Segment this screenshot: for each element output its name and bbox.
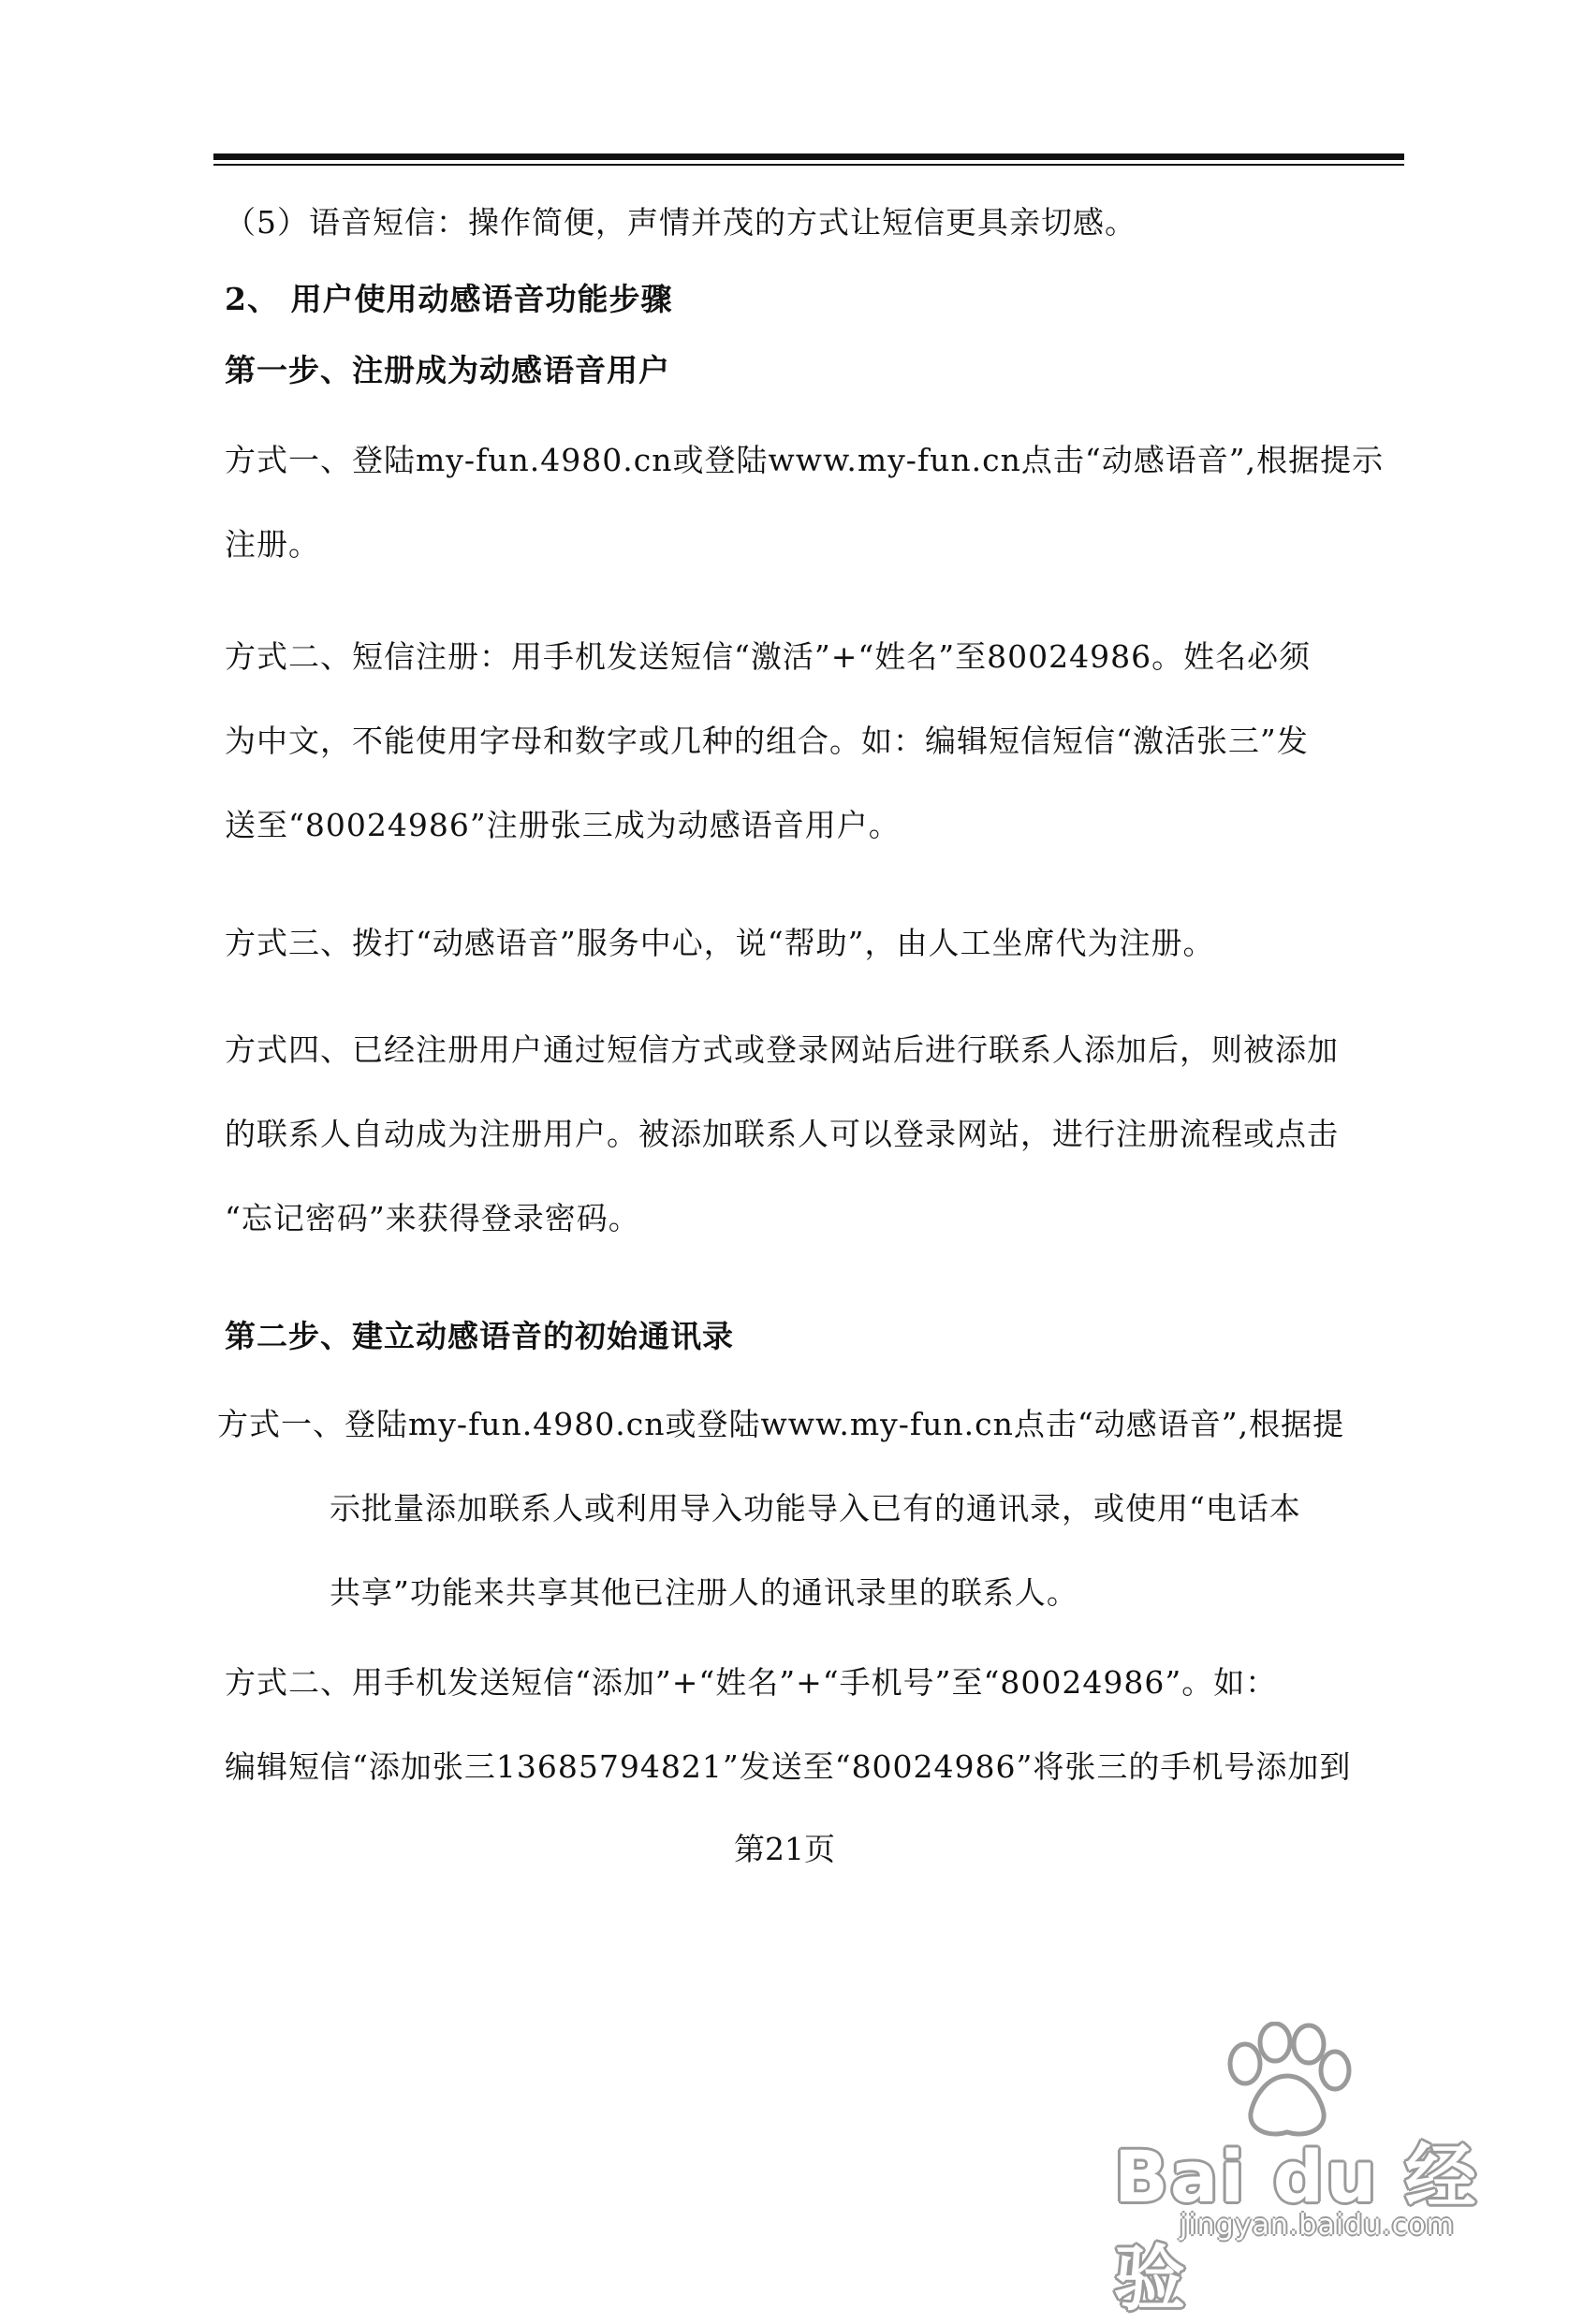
step2-method2-line2: 编辑短信“添加张三13685794821”发送至“80024986”将张三的手机号添加到 bbox=[225, 1748, 1352, 1785]
watermark-brand: Bai du 经验 bbox=[1114, 2135, 1478, 2320]
step1-method1-line1: 方式一、登陆my-fun.4980.cn或登陆www.my-fun.cn点击“动感语音”,根据提示 bbox=[225, 442, 1385, 478]
section-heading-2: 2、 用户使用动感语音功能步骤 bbox=[225, 281, 673, 317]
step2-method1-line1: 方式一、登陆my-fun.4980.cn或登陆www.my-fun.cn点击“动感语音”,根据提 bbox=[217, 1406, 1345, 1442]
baidu-jingyan-watermark bbox=[1114, 2022, 1479, 2320]
step1-heading: 第一步、注册成为动感语音用户 bbox=[225, 352, 670, 388]
header-rule-thin bbox=[213, 164, 1404, 166]
step1-method4-line3: “忘记密码”来获得登录密码。 bbox=[225, 1200, 640, 1236]
step2-method1-line2: 示批量添加联系人或利用导入功能导入已有的通讯录，或使用“电话本 bbox=[330, 1490, 1301, 1527]
step1-method4-line2: 的联系人自动成为注册用户。被添加联系人可以登录网站，进行注册流程或点击 bbox=[225, 1116, 1339, 1152]
step1-method2-line2: 为中文，不能使用字母和数字或几种的组合。如：编辑短信短信“激活张三”发 bbox=[225, 723, 1309, 759]
page-number: 第21页 bbox=[734, 1831, 835, 1867]
step2-method2-line1: 方式二、用手机发送短信“添加”+“姓名”+“手机号”至“80024986”。如： bbox=[225, 1664, 1278, 1701]
step1-method2-line3: 送至“80024986”注册张三成为动感语音用户。 bbox=[225, 807, 901, 843]
step1-method3-line1: 方式三、拨打“动感语音”服务中心，说“帮助”，由人工坐席代为注册。 bbox=[225, 925, 1215, 961]
step2-heading: 第二步、建立动感语音的初始通讯录 bbox=[225, 1318, 734, 1354]
step2-method1-line3: 共享”功能来共享其他已注册人的通讯录里的联系人。 bbox=[330, 1574, 1078, 1611]
step1-method2-line1: 方式二、短信注册：用手机发送短信“激活”+“姓名”至80024986。姓名必须 bbox=[225, 638, 1312, 675]
header-rule-thick bbox=[213, 153, 1404, 160]
voice-sms-line: （5）语音短信：操作简便，声情并茂的方式让短信更具亲切感。 bbox=[225, 204, 1136, 241]
watermark-url: jingyan.baidu.com bbox=[1180, 2209, 1455, 2242]
step1-method4-line1: 方式四、已经注册用户通过短信方式或登录网站后进行联系人添加后，则被添加 bbox=[225, 1031, 1339, 1068]
step1-method1-line2: 注册。 bbox=[225, 526, 320, 563]
